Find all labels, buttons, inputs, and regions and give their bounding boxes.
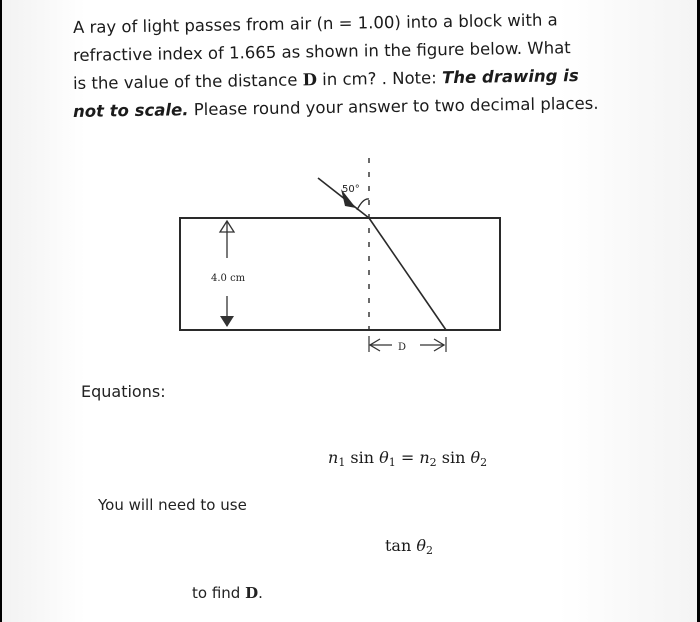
scale-note-part-2: not to scale. [72, 100, 189, 121]
scale-note-part-1: The drawing is [441, 66, 579, 88]
use-instruction: You will need to use [98, 496, 247, 514]
question-line-2: refractive index of 1.665 as shown in the figure below. What [72, 38, 571, 65]
question-line-3-text-b: in cm? . Note: [316, 68, 443, 90]
find-instruction [192, 584, 263, 602]
find-prefix: to find [192, 584, 246, 602]
tan-theta-subscript: 2 [426, 544, 433, 557]
question-line-3-text-a: is the value of the distance [72, 70, 303, 93]
find-suffix: . [258, 584, 263, 602]
thickness-arrowhead-bottom [220, 316, 234, 327]
theta2-subscript: 2 [480, 456, 488, 469]
angle-arc [357, 199, 369, 210]
distance-symbol: D [302, 70, 318, 90]
refracted-ray [369, 218, 446, 330]
equals-sign: = [395, 448, 420, 467]
sin1-text: sin [345, 448, 380, 467]
n2-symbol: n [419, 448, 430, 467]
n1-subscript: 1 [338, 456, 346, 469]
sin2-text: sin [436, 448, 471, 467]
theta1-subscript: 1 [388, 456, 396, 469]
theta1-symbol: θ [379, 448, 389, 467]
question-line-1: A ray of light passes from air (n = 1.00) into a block with a [72, 10, 558, 37]
theta2-symbol: θ [470, 448, 481, 467]
tan-function: tan [385, 536, 417, 555]
thickness-label: 4.0 cm [211, 273, 246, 284]
equations-heading: Equations: [81, 382, 166, 401]
find-distance-symbol: D [245, 584, 259, 602]
angle-label: 50° [342, 184, 360, 195]
tan-theta-symbol: θ [416, 536, 426, 555]
snell-law-equation [328, 448, 487, 469]
rounding-instruction: Please round your answer to two decimal places. [188, 93, 599, 120]
distance-label: D [398, 342, 407, 353]
tangent-expression [385, 536, 433, 557]
n2-subscript: 2 [429, 456, 437, 469]
n1-symbol: n [328, 448, 339, 467]
